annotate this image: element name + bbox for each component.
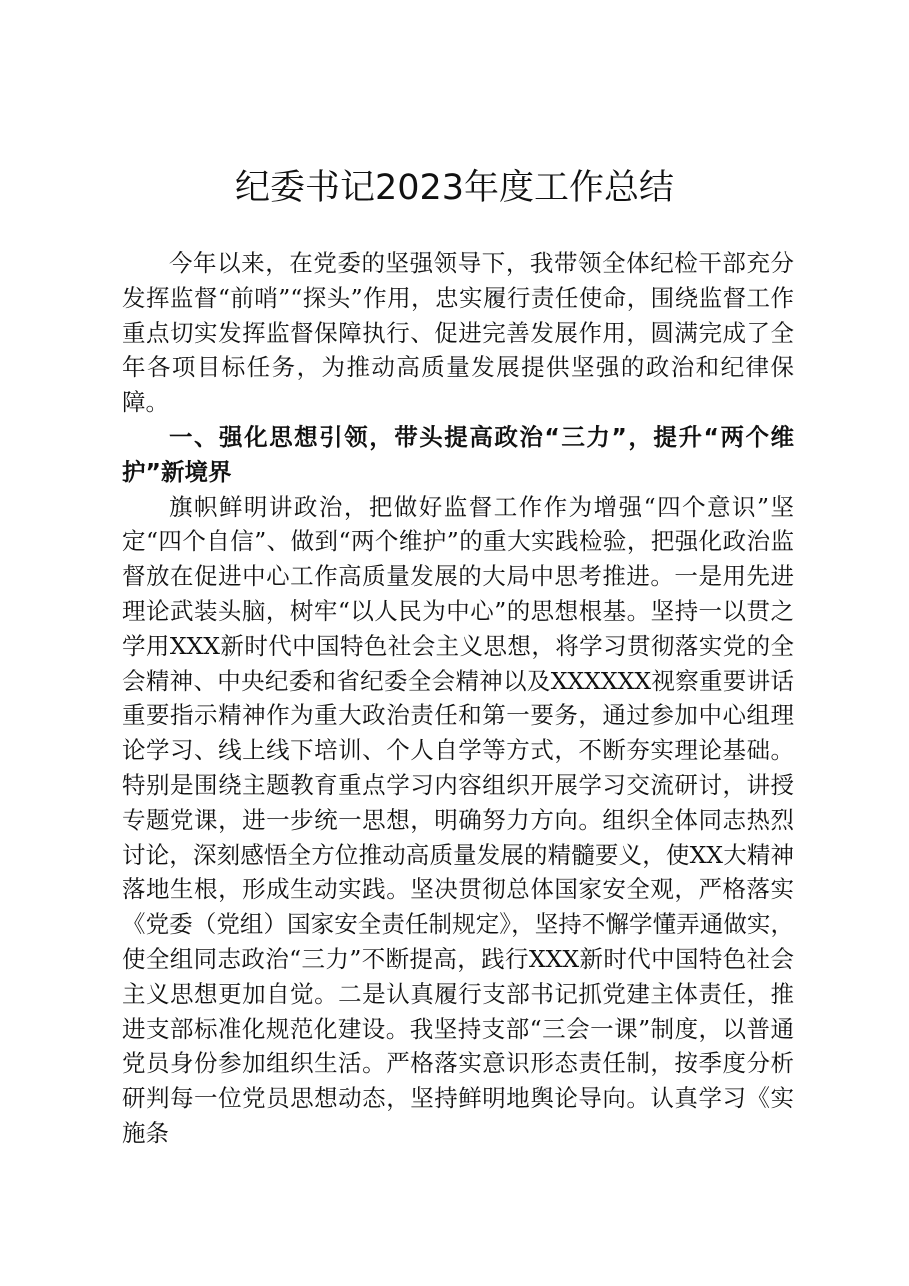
document-body	[122, 246, 794, 1151]
document-title: 纪委书记2023年度工作总结	[234, 168, 675, 208]
section-paragraph-1: 旗帜鲜明讲政治，把做好监督工作作为增强“四个意识”坚定“四个自信”、做到“两个维护”的重大实践检验，把强化政治监督放在促进中心工作高质量发展的大局中思考推进。一是用先进理论武装头脑，树牢“以人民为中心”的思想根基。坚持一以贯之学用XXX新时代中国特色社会主义思想，将学习贯彻落实党的全会精神、中央纪委和省纪委全会精神以及XXXXXX视察重要讲话重要指示精神作为重大政治责任和第一要务，通过参加中心组理论学习、线上线下培训、个人自学等方式，不断夯实理论基础。特别是围绕主题教育重点学习内容组织开展学习交流研讨，讲授专题党课，进一步统一思想，明确努力方向。组织全体同志热烈讨论，深刻感悟全方位推动高质量发展的精髓要义，使XX大精神落地生根，形成生动实践。坚决贯彻总体国家安全观，严格落实《党委（党组）国家安全责任制规定》，坚持不懈学懂弄通做实，使全组同志政治“三力”不断提高，践行XXX新时代中国特色社会主义思想更加自觉。二是认真履行支部书记抓党建主体责任，推进支部标准化规范化建设。我坚持支部“三会一课”制度，以普通党员身份参加组织生活。严格落实意识形态责任制，按季度分析研判每一位党员思想动态，坚持鲜明地舆论导向。认真学习《实施条	[122, 492, 794, 1147]
section-heading-1: 一、强化思想引领，带头提高政治“三力”，提升“两个维护”新境界	[122, 422, 794, 486]
intro-paragraph: 今年以来，在党委的坚强领导下，我带领全体纪检干部充分发挥监督“前哨”“探头”作用，忠实履行责任使命，围绕监督工作重点切实发挥监督保障执行、促进完善发展作用，圆满完成了全年各项目标任务，为推动高质量发展提供坚强的政治和纪律保障。	[122, 249, 794, 417]
